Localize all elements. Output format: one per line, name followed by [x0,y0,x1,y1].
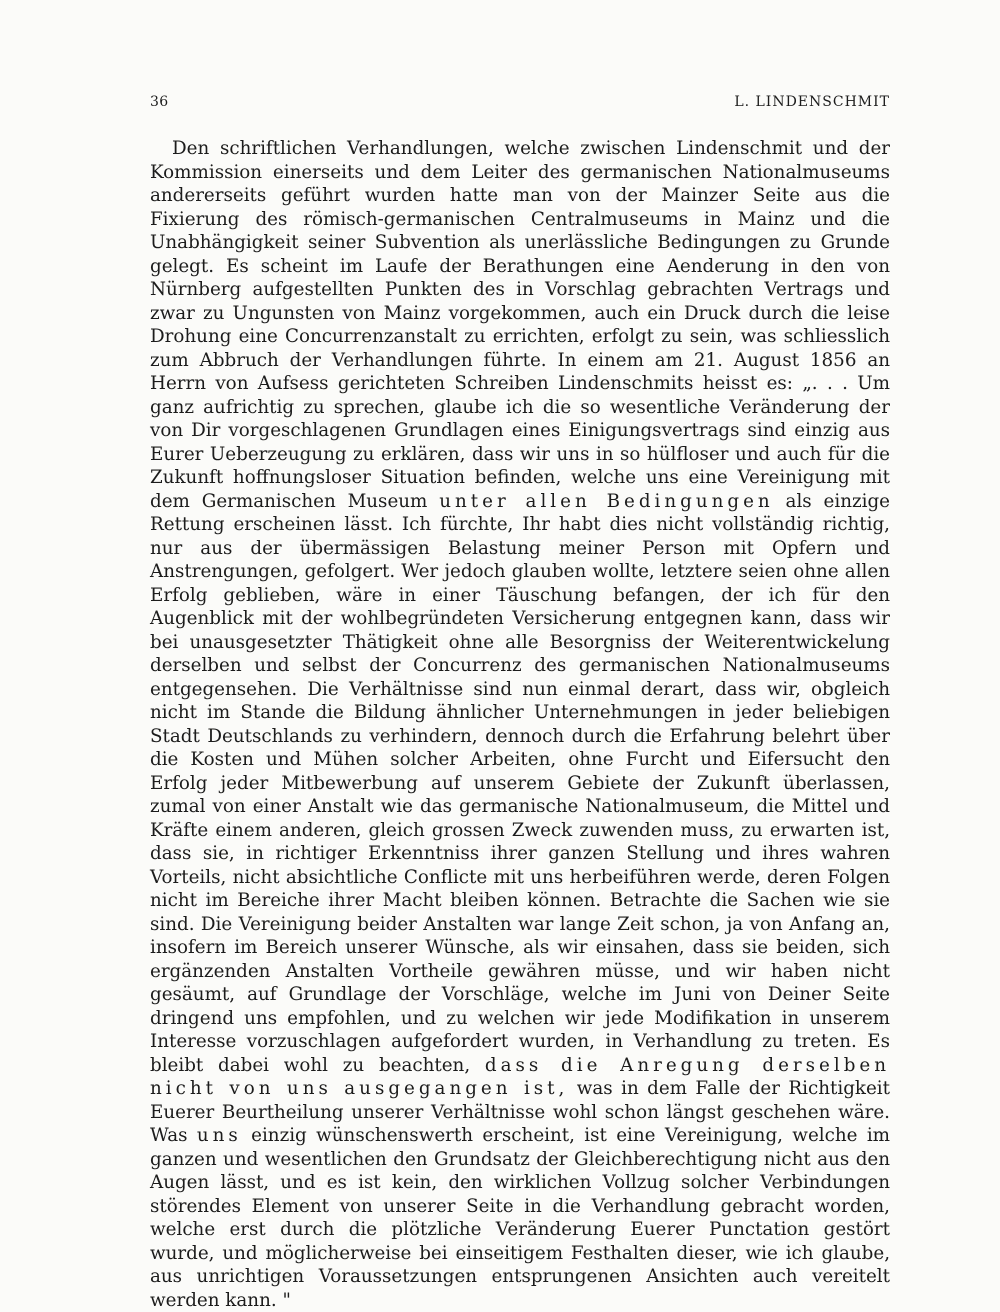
text-segment: was in dem Falle der Richtigkeit Euerer Beurtheilung unserer Verhältnisse wohl schon längst geschehen wäre. Was [150,1078,890,1146]
text-segment: als einzige Rettung erscheinen lässt. Ich fürchte, Ihr habt dies nicht vollständig richtig, nur aus der übermässigen Belastung meiner Person mit Opfern und Anstrengungen, gefolgert. Wer jedoch glauben wollte, letztere seien ohne allen Erfolg geblieben, wäre in einer Täuschung befangen, der ich für den Augenblick mit der wohlbegründeten Versicherung entgegnen kann, dass wir bei unausgesetzter Thätigkeit ohne alle Besorgniss der Weiterentwickelung derselben und selbst der Concurrenz des germanischen Nationalmuseums entgegensehen. Die Verhältnisse sind nun einmal derart, dass wir, obgleich nicht im Stande die Bildung ähnlicher Unternehmungen in jeder beliebigen Stadt Deutschlands zu verhindern, dennoch durch die Erfahrung belehrt über die Kosten und Mühen solcher Arbeiten, ohne Furcht und Eifersucht den Erfolg jeder Mitbewerbung auf unserem Gebiete der Zukunft überlassen, zumal von einer Anstalt wie das germanische Nationalmuseum, die Mittel und Kräfte einem anderen, gleich grossen Zweck zuwenden muss, zu erwarten ist, dass sie, in richtiger Erkenntniss ihrer ganzen Stellung und ihres wahren Vorteils, nicht absichtliche Conflicte mit uns herbeiführen werde, deren Folgen nicht im Bereiche ihrer Macht bleiben können. Betrachte die Sachen wie sie sind. Die Vereinigung beider Anstalten war lange Zeit schon, ja von Anfang an, insofern im Bereich unserer Wünsche, als wir einsahen, dass sie beiden, sich ergänzenden Anstalten Vortheile gewähren müsse, und wir haben nicht gesäumt, auf Grundlage der Vorschläge, welche im Juni von Deiner Seite dringend uns empfohlen, und zu welchen wir jede Modifikation in unserem Interesse vorzuschlagen aufgefordert wurden, in Verhandlung zu treten. Es bleibt dabei wohl zu beachten, [150,490,890,1076]
running-title: L. LINDENSCHMIT [734,94,890,110]
body-text [150,137,890,1312]
spaced-emphasis: unter allen Bedingungen [439,490,774,512]
text-segment: Den schriftlichen Verhandlungen, welche zwischen Lindenschmit und der Kommission einerseits und dem Leiter des germanischen Nationalmuseums andererseits geführt wurden hatte man von der Mainzer Seite aus die Fixierung des römisch-germanischen Centralmuseums in Mainz und die Unabhängigkeit seiner Subvention als unerlässliche Bedingungen zu Grunde gelegt. Es scheint im Laufe der Berathungen eine Aenderung in den von Nürnberg aufgestellten Punkten des in Vorschlag gebrachten Vertrags und zwar zu Ungunsten von Mainz vorgekommen, auch ein Druck durch die leise Drohung eine Concurrenzanstalt zu errichten, erfolgt zu sein, was schliesslich zum Abbruch der Verhandlungen führte. In einem am 21. August 1856 an Herrn von Aufsess gerichteten Schreiben Lindenschmits heisst es: „. . . Um ganz aufrichtig zu sprechen, glaube ich die so wesentliche Veränderung der von Dir vorgeschlagenen Grundlagen eines Einigungsvertrags sind einzig aus Eurer Ueberzeugung zu erklären, dass wir uns in so hülfloser und auch für die Zukunft hoffnungsloser Situation befinden, welche uns eine Vereinigung mit dem Germanischen Museum [150,138,890,512]
page-number: 36 [150,94,169,110]
spaced-emphasis: uns [196,1125,242,1146]
text-segment: einzig wünschenswerth erscheint, ist eine Vereinigung, welche im ganzen und wesentlichen den Grundsatz der Gleichberechtigung nicht aus den Augen lässt, und es ist kein, den wirklichen Vollzug solcher Verbindungen störendes Element von unserer Seite in die Verhandlung gebracht worden, welche erst durch die plötzliche Veränderung Euerer Punctation gestört wurde, und möglicherweise bei einseitigem Festhalten dieser, wie ich glaube, aus unrichtigen Voraussetzungen entsprungenen Ansichten auch vereitelt werden kann. " [150,1125,890,1311]
spaced-emphasis: dass die Anregung derselben nicht von uns ausgegangen ist, [150,1054,890,1099]
paragraph [150,137,890,1312]
